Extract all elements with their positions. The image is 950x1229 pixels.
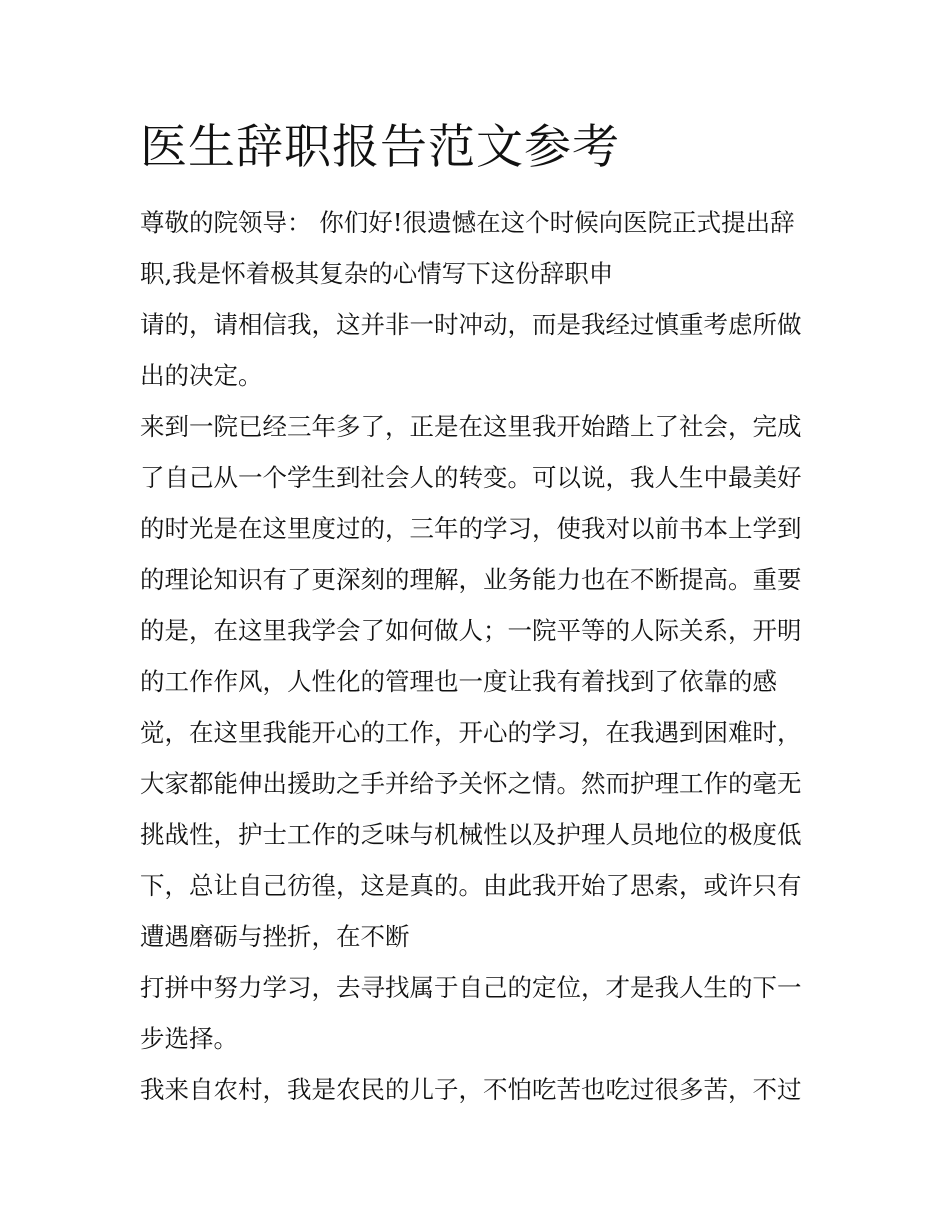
paragraph-line: 打拼中努力学习，去寻找属于自己的定位，才是我人生的下一: [140, 973, 802, 1002]
paragraph-line: 职,我是怀着极其复杂的心情写下这份辞职申: [140, 259, 614, 288]
paragraph-line: 来到一院已经三年多了，正是在这里我开始踏上了社会，完成: [140, 412, 802, 441]
paragraph-line: 的时光是在这里度过的，三年的学习，使我对以前书本上学到: [140, 514, 802, 543]
paragraph-line: 出的决定。: [140, 361, 263, 390]
document-body: [140, 197, 820, 1115]
paragraph-line: 了自己从一个学生到社会人的转变。可以说，我人生中最美好: [140, 463, 802, 492]
paragraph-line: 步选择。: [140, 1024, 238, 1053]
paragraph-line: 遭遇磨砺与挫折，在不断: [140, 922, 410, 951]
paragraph-line: 挑战性，护士工作的乏味与机械性以及护理人员地位的极度低: [140, 820, 802, 849]
paragraph-line: 的是，在这里我学会了如何做人；一院平等的人际关系，开明: [140, 616, 802, 645]
paragraph-line: 下，总让自己彷徨，这是真的。由此我开始了思索，或许只有: [140, 871, 802, 900]
paragraph-line: 的工作作风，人性化的管理也一度让我有着找到了依靠的感: [140, 667, 777, 696]
paragraph-line: 觉，在这里我能开心的工作，开心的学习，在我遇到困难时，: [140, 718, 802, 747]
document-title: 医生辞职报告范文参考: [140, 120, 620, 175]
paragraph-line: 大家都能伸出援助之手并给予关怀之情。然而护理工作的毫无: [140, 769, 802, 798]
paragraph-line: 我来自农村，我是农民的儿子，不怕吃苦也吃过很多苦，不过: [140, 1075, 802, 1104]
paragraph-line: 的理论知识有了更深刻的理解，业务能力也在不断提高。重要: [140, 565, 802, 594]
paragraph-line: 尊敬的院领导： 你们好!很遗憾在这个时候向医院正式提出辞: [140, 208, 795, 237]
paragraph-line: 请的，请相信我，这并非一时冲动，而是我经过慎重考虑所做: [140, 310, 802, 339]
